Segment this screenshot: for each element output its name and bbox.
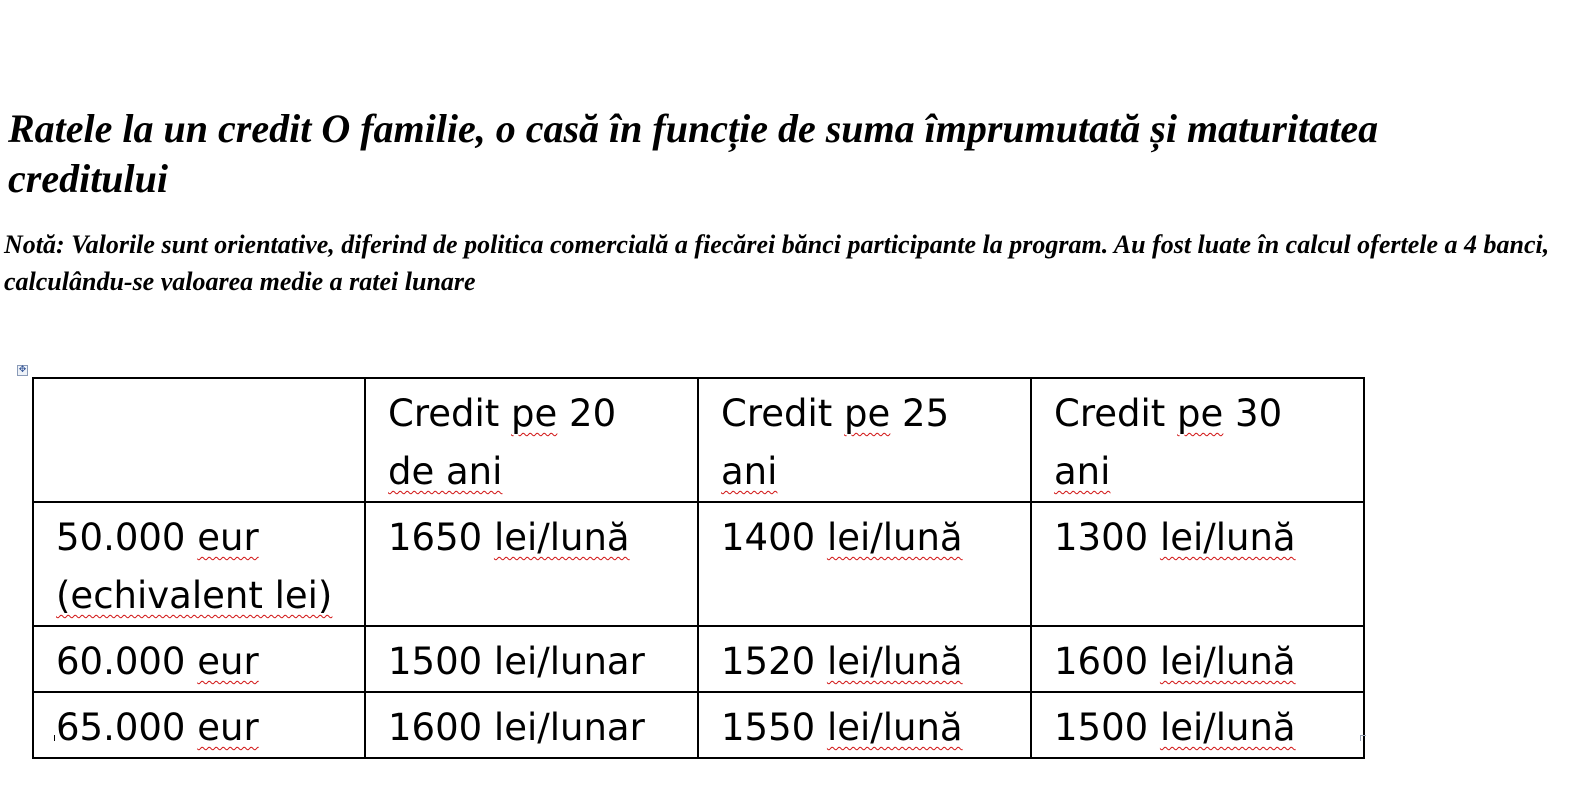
table-cell[interactable]: 1500 lei/lună — [1031, 692, 1364, 758]
table-row — [33, 502, 1364, 626]
table-cell[interactable]: 1650 lei/lună — [365, 502, 698, 626]
table-row — [33, 626, 1364, 692]
header-cell-empty[interactable] — [33, 378, 365, 502]
table-cell[interactable]: 1600 lei/lunar — [365, 692, 698, 758]
table-cell[interactable]: 1300 lei/lună — [1031, 502, 1364, 626]
row-label-65000[interactable]: 65.000 eur — [33, 692, 365, 758]
row-label-60000[interactable]: 60.000 eur — [33, 626, 365, 692]
table-cell[interactable]: 1600 lei/lună — [1031, 626, 1364, 692]
document-title: Ratele la un credit O familie, o casă în funcție de suma împrumutată și maturitatea creditului — [8, 106, 1379, 201]
document-note: Notă: Valorile sunt orientative, diferind de politica comercială a fiecărei bănci participante la program. Au fost luate în calcul ofertele a 4 banci, calculându-se valoarea medie a ratei lunare — [4, 230, 1550, 296]
table-cell[interactable]: 1500 lei/lunar — [365, 626, 698, 692]
table-row — [33, 692, 1364, 758]
text-cursor-mark — [54, 735, 55, 741]
table-header-row — [33, 378, 1364, 502]
table-resize-handle[interactable] — [1360, 735, 1366, 741]
rates-table — [32, 377, 1365, 759]
table-cell[interactable]: 1550 lei/lună — [698, 692, 1031, 758]
table-cell[interactable]: 1520 lei/lună — [698, 626, 1031, 692]
header-cell-30-years[interactable]: Credit pe 30 ani — [1031, 378, 1364, 502]
move-arrows-icon[interactable]: ✥ — [18, 365, 27, 375]
header-cell-20-years[interactable]: Credit pe 20 de ani — [365, 378, 698, 502]
table-cell[interactable]: 1400 lei/lună — [698, 502, 1031, 626]
header-cell-25-years[interactable]: Credit pe 25 ani — [698, 378, 1031, 502]
row-label-50000[interactable]: 50.000 eur (echivalent lei) — [33, 502, 365, 626]
